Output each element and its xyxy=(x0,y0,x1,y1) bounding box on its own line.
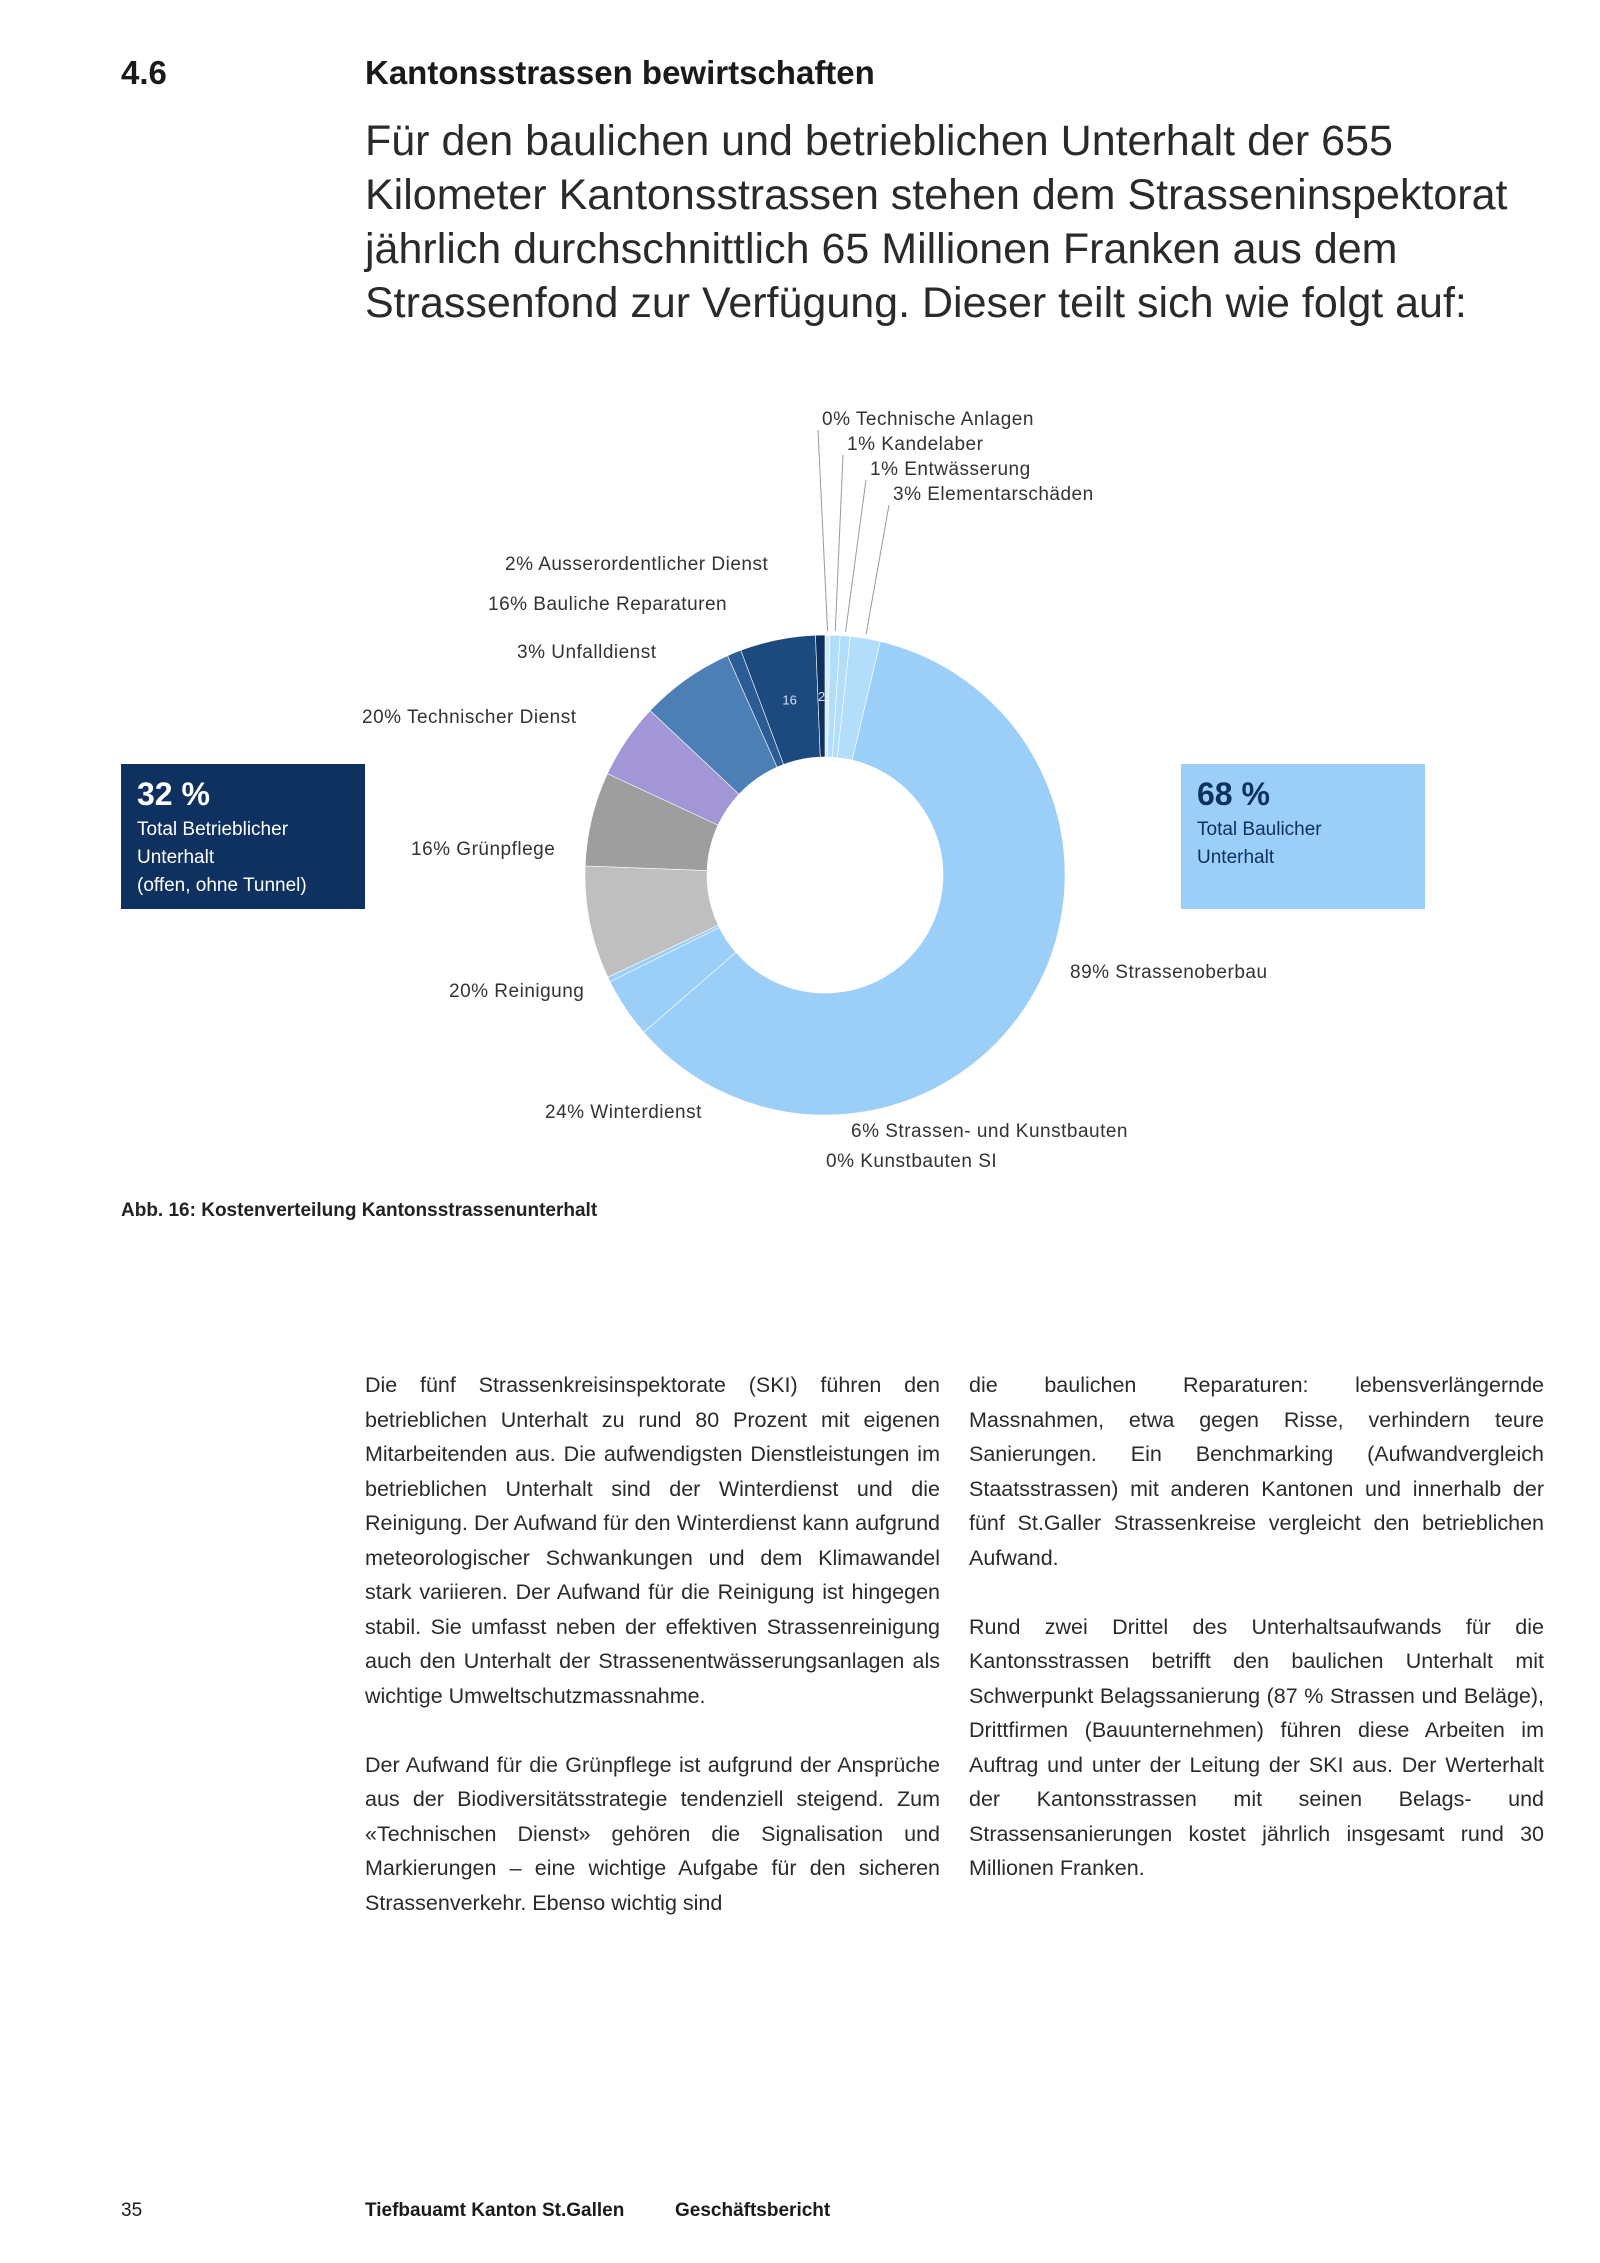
total-structural-box xyxy=(1181,764,1425,909)
total-operational-box xyxy=(121,764,365,909)
body-paragraph: die baulichen Reparaturen: lebensverlängernde Massnahmen, etwa gegen Risse, verhindern teure Sanierungen. Ein Benchmarking (Aufwandvergleich Staatsstrassen) mit anderen Kantonen und innerhalb der fünf St.Galler Strassenkreise vergleicht den betrieblichen Aufwand. xyxy=(969,1373,1544,1570)
slice-label: 20% Technischer Dienst xyxy=(362,707,577,728)
total-structural-pct: 68 % xyxy=(1197,776,1270,812)
slice-label: 6% Strassen- und Kunstbauten xyxy=(851,1121,1129,1142)
slice-label: 1% Kandelaber xyxy=(847,434,984,455)
total-operational-pct: 32 % xyxy=(137,776,210,812)
slice-inner-label: 16 xyxy=(782,692,797,708)
footer-organization: Tiefbauamt Kanton St.Gallen xyxy=(365,2200,625,2221)
slice-label: 89% Strassenoberbau xyxy=(1070,962,1268,983)
body-paragraph: Der Aufwand für die Grünpflege ist aufgrund der Ansprüche aus der Biodiversitätsstrategie tendenziell steigend. Zum «Technischen Dienst» gehören die Signalisation und Markierungen – eine wichtige Aufgabe für den sicheren Strassenverkehr. Ebenso wichtig sind xyxy=(365,1752,940,1915)
slice-label: 20% Reinigung xyxy=(449,981,585,1002)
slice-inner-label: 2 xyxy=(817,689,826,705)
total-operational-label-line: (offen, ohne Tunnel) xyxy=(137,875,307,896)
slice-leader-line xyxy=(846,480,866,632)
body-column-right xyxy=(969,1368,1544,1920)
slice-leader-line xyxy=(835,455,843,631)
slice-label: 16% Bauliche Reparaturen xyxy=(488,594,728,615)
total-operational-label-line: Total Betrieblicher xyxy=(137,819,289,840)
section-number: 4.6 xyxy=(121,54,167,91)
body-paragraph: Die fünf Strassenkreisinspektorate (SKI) führen den betrieblichen Unterhalt zu rund 80 Prozent mit eigenen Mitarbeitenden aus. Die aufwendigsten Dienstleistungen im betrieblichen Unterhalt sind der Winterdienst und die Reinigung. Der Aufwand für den Winterdienst kann aufgrund meteorologischer Schwankungen und dem Klimawandel stark variieren. Der Aufwand für die Reinigung ist hingegen stabil. Sie umfasst neben der effektiven Strassenreinigung auch den Unterhalt der Strassenentwässerungsanlagen als wichtige Umweltschutzmassnahme. xyxy=(365,1373,940,1708)
section-title: Kantonsstrassen bewirtschaften xyxy=(365,54,875,91)
total-operational-label xyxy=(137,816,349,900)
figure-caption: Abb. 16: Kostenverteilung Kantonsstrassenunterhalt xyxy=(121,1200,598,1221)
body-paragraph: Rund zwei Drittel des Unterhaltsaufwands für die Kantonsstrassen betrifft den baulichen Unterhalt mit Schwerpunkt Belagssanierung (87 % Strassen und Beläge), Drittfirmen (Bauunternehmen) führen diese Arbeiten im Auftrag und unter der Leitung der SKI aus. Der Werterhalt der Kantonsstrassen mit seinen Belags- und Strassensanierungen kostet jährlich insgesamt rund 30 Millionen Franken. xyxy=(969,1614,1544,1880)
slice-leader-line xyxy=(866,505,889,634)
slice-leader-line xyxy=(818,430,828,631)
total-structural-label xyxy=(1197,816,1409,872)
total-structural-label-line: Unterhalt xyxy=(1197,847,1275,868)
slice-label: 3% Unfalldienst xyxy=(517,642,657,663)
slice-label: 2% Ausserordentlicher Dienst xyxy=(505,554,769,575)
slice-label: 0% Technische Anlagen xyxy=(822,409,1034,430)
total-structural-label-line: Total Baulicher xyxy=(1197,819,1322,840)
slice-label: 1% Entwässerung xyxy=(870,459,1031,480)
slice-label: 3% Elementarschäden xyxy=(893,484,1094,505)
slice-label: 24% Winterdienst xyxy=(545,1102,702,1123)
footer-report-title: Geschäftsbericht xyxy=(675,2200,831,2221)
slice-label: 0% Kunstbauten SI xyxy=(826,1151,998,1172)
slice-label: 16% Grünpflege xyxy=(411,839,556,860)
body-column-left xyxy=(365,1368,940,1955)
lead-paragraph: Für den baulichen und betrieblichen Unterhalt der 655 Kilometer Kantonsstrassen stehen dem Strasseninspektorat jährlich durchschnittlich 65 Millionen Franken aus dem Strassenfond zur Verfügung. Dieser teilt sich wie folgt auf: xyxy=(365,117,1508,327)
total-operational-label-line: Unterhalt xyxy=(137,847,215,868)
page-number: 35 xyxy=(121,2200,143,2221)
